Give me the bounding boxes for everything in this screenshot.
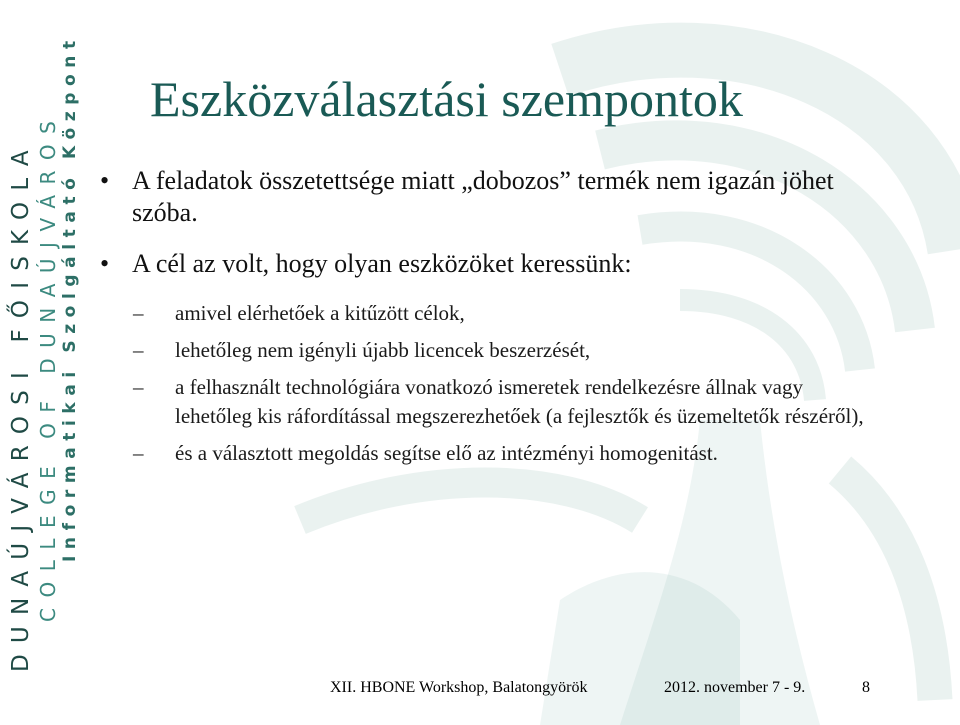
sub-bullet-item	[100, 336, 880, 365]
dash-marker: –	[133, 338, 144, 362]
dash-marker: –	[133, 375, 144, 399]
dash-marker: –	[133, 301, 144, 325]
bullet-item	[100, 248, 880, 280]
footer-event: XII. HBONE Workshop, Balatongyörök	[330, 679, 588, 696]
sub-bullet-text: és a választott megoldás segítse elő az intézményi homogenitást.	[175, 441, 718, 465]
dash-marker: –	[133, 441, 144, 465]
footer-date: 2012. november 7 - 9.	[664, 679, 806, 696]
bullet-marker: •	[100, 166, 110, 195]
bullet-text: A cél az volt, hogy olyan eszközöket keressünk:	[132, 249, 632, 278]
slide-content	[100, 165, 880, 476]
sub-bullet-text: amivel elérhetőek a kitűzött célok,	[175, 301, 465, 325]
footer-page-number: 8	[862, 679, 870, 696]
sidebar-department: Informatikai Szolgáltató Központ	[60, 34, 80, 562]
bullet-text: A feladatok összetettsége miatt „dobozos” termék nem igazán jöhet szóba.	[132, 166, 834, 227]
sidebar-institution-name: DUNAÚJVÁROSI FŐISKOLA	[8, 139, 34, 672]
sub-bullet-text: lehetőleg nem igényli újabb licencek beszerzését,	[175, 338, 591, 362]
sidebar-english-name: COLLEGE OF DUNAÚJVÁROS	[36, 110, 60, 622]
sub-bullet-item	[100, 299, 880, 328]
sub-bullet-item	[100, 373, 880, 431]
slide-title: Eszközválasztási szempontok	[150, 71, 743, 127]
sub-bullet-text: a felhasznált technológiára vonatkozó ismeretek rendelkezésre állnak vagy lehetőleg kis ráfordítással megszerezhetőek (a fejlesztők és üzemeltetők részéről),	[175, 375, 864, 428]
bullet-item	[100, 165, 880, 229]
sub-bullet-item	[100, 439, 880, 468]
bullet-marker: •	[100, 249, 110, 278]
sidebar-branding	[0, 0, 90, 725]
